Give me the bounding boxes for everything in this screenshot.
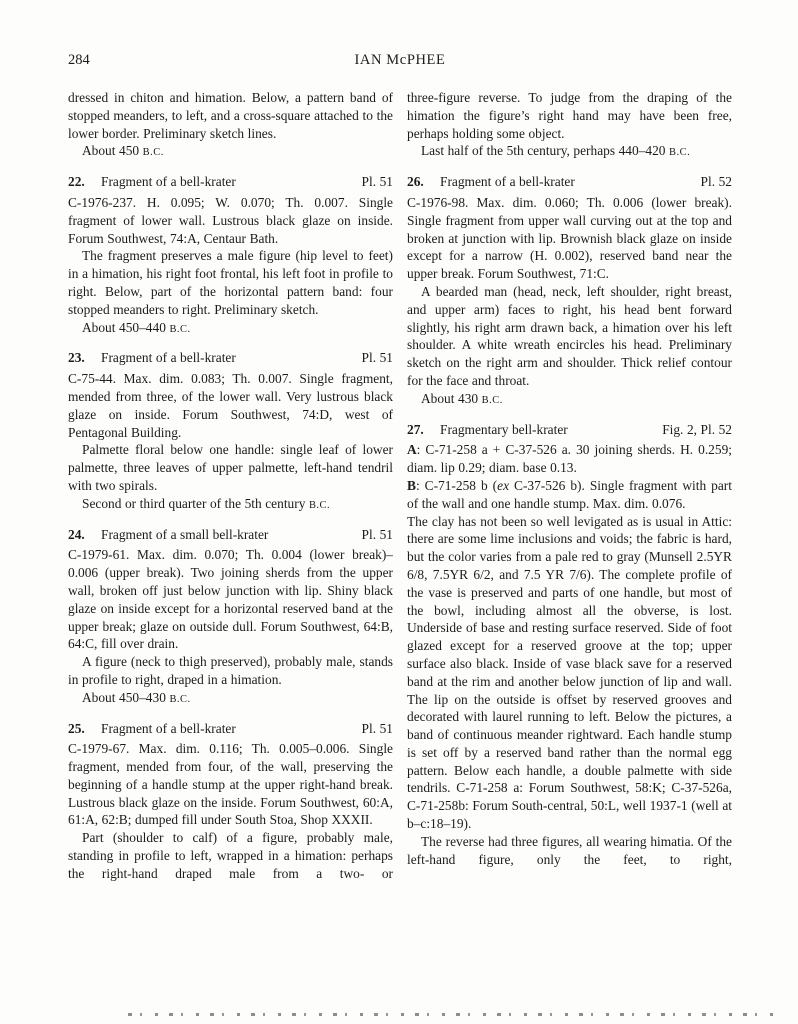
entry-title: Fragmentary bell-krater <box>440 421 568 437</box>
text-columns <box>68 89 732 1011</box>
text-run: : C-71-258 a + C-37-526 a. 30 joining sherds. H. 0.259; diam. lip 0.29; diam. base 0.13. <box>407 442 732 476</box>
text-run: B.C. <box>481 394 503 406</box>
text-run: : C-71-258 b ( <box>415 477 498 493</box>
date-line <box>68 142 393 162</box>
paragraph <box>68 829 393 882</box>
entry-title: Fragment of a bell-krater <box>440 174 575 190</box>
continuation-paragraph <box>68 89 393 142</box>
plate-ref: Pl. 51 <box>361 350 393 366</box>
entry-number: 22. <box>68 174 85 190</box>
paragraph <box>68 247 393 318</box>
text-run: A figure (neck to thigh preserved), probably male, stands in profile to right, draped in a himation. <box>68 654 393 687</box>
text-run: B.C. <box>142 147 164 159</box>
paragraph <box>407 833 732 869</box>
entry-number: 24. <box>68 526 85 542</box>
entry-heading <box>407 421 732 439</box>
text-run: About 450 <box>82 143 143 159</box>
entry-title: Fragment of a small bell-krater <box>101 526 269 542</box>
text-run: B.C. <box>169 693 191 705</box>
entry-heading <box>407 173 732 191</box>
catalog-description <box>68 740 393 829</box>
entry-number: 26. <box>407 174 424 190</box>
catalog-description <box>407 194 732 283</box>
text-run: A <box>407 442 417 458</box>
entry-heading <box>68 526 393 544</box>
entry-number: 25. <box>68 720 85 736</box>
entry-heading <box>68 720 393 738</box>
paragraph <box>68 441 393 494</box>
text-run: C-1979-67. Max. dim. 0.116; Th. 0.005–0.006. Single fragment, mended from four, of the wall, preserving the beginning of a handle stump at the upper right-hand break. Lustrous black glaze on the inside. Forum Southwest, 60:A, 61:A, 62:B; dumped fill under South Stoa, Shop XXXII. <box>68 741 393 828</box>
text-run: dressed in chiton and himation. Below, a pattern band of stopped meanders, to left, and a cross-square attached to the lower border. Preliminary sketch lines. <box>68 90 393 141</box>
text-run: Palmette floral below one handle: single leaf of lower palmette, three leaves of upper palmette, left-hand tendril with two spirals. <box>68 442 393 493</box>
text-run: C-1976-237. H. 0.095; W. 0.070; Th. 0.007. Single fragment of lower wall. Lustrous black glaze on inside. Forum Southwest, 74:A, Centaur Bath. <box>68 194 393 246</box>
text-run: The clay has not been so well levigated as is usual in Attic: there are some lime inclusions and voids; the fabric is hard, but the color varies from a pale red to gray (Munsell 2.5YR 6/8, 7.5YR 6/2, and 7.5 YR 7/6). The complete profile of the vase is preserved and parts of one handle, but most of the bowl, including almost all the obverse, is lost. Underside of base and resting surface reserved. Side of foot glazed except for a reserved groove at the top; upper surface also black. Inside of vase black save for a reserved band at the rim and another below junction of lip and wall. The lip on the outside is offset by reserved grooves and decorated with laurel running to left. Below the pictures, a band of continuous meander rightward. Each handle stump is set off by a reserved band rather than the normal egg pattern. Below each handle, a double palmette with side tendrils. C-71-258 a: Forum Southwest, 58:K; C-37-526a, C-71-258b: Forum South-central, 50:L, well 1937-1 (well at b–c:18–19). <box>407 513 732 832</box>
text-run: Last half of the 5th century, perhaps 440–420 <box>421 143 670 159</box>
text-run: About 430 <box>421 390 482 406</box>
catalog-description <box>407 513 732 833</box>
entry-heading <box>68 173 393 191</box>
running-head: IAN McPHEE <box>354 52 446 68</box>
page-header <box>68 52 732 72</box>
text-run: The reverse had three figures, all wearing himatia. Of the left-hand figure, only the feet, to right, <box>407 833 732 867</box>
catalog-description <box>407 477 732 513</box>
text-run: B.C. <box>669 147 691 159</box>
text-run: Part (shoulder to calf) of a figure, probably male, standing in profile to left, wrapped in a himation: perhaps the right-hand draped male from a two- or <box>68 830 393 881</box>
continuation-paragraph <box>407 89 732 142</box>
paragraph <box>68 653 393 689</box>
text-run: C-1979-61. Max. dim. 0.070; Th. 0.004 (lower break)–0.006 (upper break). Two joining sherds from the upper wall, broken off just below junction with lip. Shiny black glaze on inside except for a horizontal reserved band at the upper break; glaze on outside dull. Forum Southwest, 64:B, 64:C, fill over drain. <box>68 547 393 652</box>
text-run: B <box>407 477 416 493</box>
plate-ref: Pl. 51 <box>361 720 393 736</box>
cropped-line-artifact <box>128 1013 776 1016</box>
text-run: three-figure reverse. To judge from the draping of the himation the figure’s right hand may have been free, perhaps holding some object. <box>407 90 732 141</box>
plate-ref: Fig. 2, Pl. 52 <box>662 421 732 437</box>
date-line <box>68 319 393 339</box>
text-run: Second or third quarter of the 5th century <box>82 495 309 511</box>
paragraph <box>407 283 732 390</box>
text-run: C-1976-98. Max. dim. 0.060; Th. 0.006 (lower break). Single fragment from upper wall curving out at the top and broken at junction with lip. Brownish black glaze on inside except for a narrow (H. 0.002), reserved band near the upper break. Forum Southwest, 71:C. <box>407 194 732 282</box>
entry-heading <box>68 349 393 367</box>
text-run: ex <box>497 477 510 493</box>
text-run: The fragment preserves a male figure (hip level to feet) in a himation, his right foot frontal, his left foot in profile to right. Below, part of the horizontal pattern band: four stopped meanders to right. Preliminary sketch. <box>68 248 393 317</box>
entry-title: Fragment of a bell-krater <box>101 720 236 736</box>
catalog-description <box>68 546 393 653</box>
date-line <box>407 390 732 410</box>
right-column <box>407 89 732 1011</box>
date-line <box>407 142 732 162</box>
plate-ref: Pl. 51 <box>361 174 393 190</box>
text-run: About 450–430 <box>82 689 170 705</box>
text-run: A bearded man (head, neck, left shoulder, right breast, and upper arm) faces to right, his head bent forward slightly, his right arm drawn back, a himation over his left shoulder. A white wreath encircles his head. Preliminary sketch on the right arm and shoulder. Thick relief contour for the face and throat. <box>407 283 732 388</box>
page-number: 284 <box>68 52 90 68</box>
date-line <box>68 495 393 515</box>
catalog-description <box>68 194 393 247</box>
entry-title: Fragment of a bell-krater <box>101 174 236 190</box>
catalog-description <box>68 370 393 441</box>
entry-title: Fragment of a bell-krater <box>101 350 236 366</box>
date-line <box>68 689 393 709</box>
entry-number: 27. <box>407 421 424 437</box>
text-run: C-75-44. Max. dim. 0.083; Th. 0.007. Single fragment, mended from three, of the lower wall. Very lustrous black glaze on inside. Forum Southwest, 74:D, west of Pentagonal Building. <box>68 371 393 440</box>
catalog-description <box>407 441 732 477</box>
plate-ref: Pl. 52 <box>700 174 732 190</box>
text-run: B.C. <box>169 323 191 335</box>
entry-number: 23. <box>68 350 85 366</box>
plate-ref: Pl. 51 <box>361 526 393 542</box>
text-run: B.C. <box>308 499 331 511</box>
text-run: C-37-526 b). Single fragment with part of the wall and one handle stump. Max. dim. 0.076. <box>407 477 732 511</box>
left-column <box>68 89 393 1011</box>
text-run: About 450–440 <box>82 319 170 335</box>
